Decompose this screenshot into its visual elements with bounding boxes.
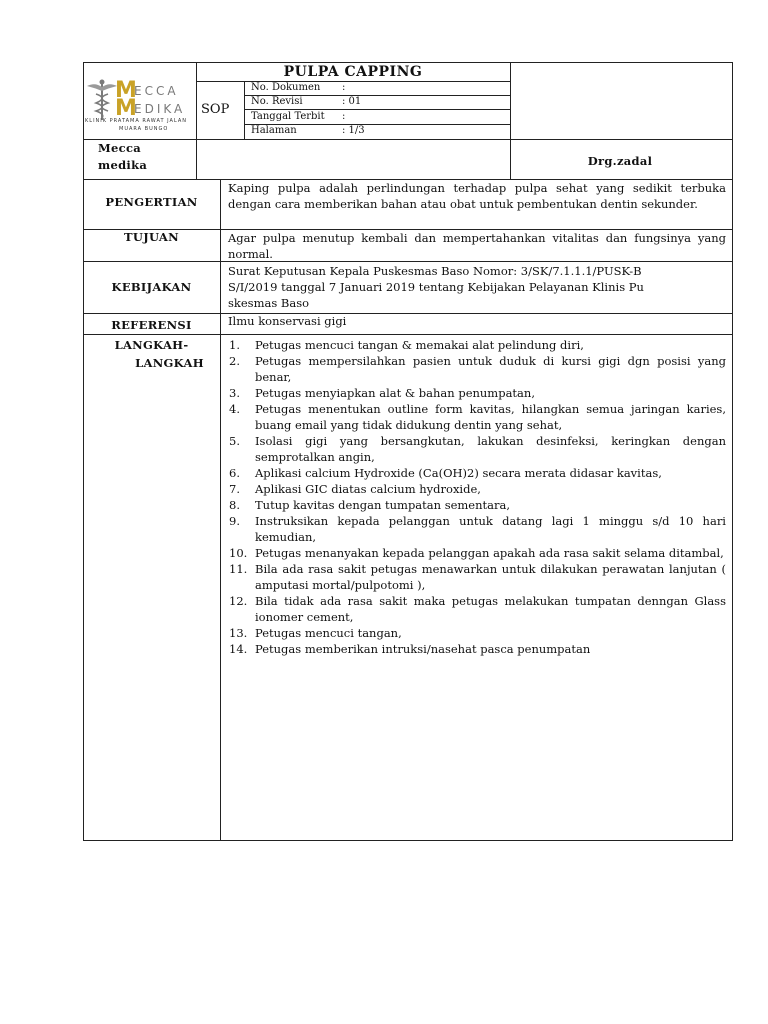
list-item	[229, 513, 726, 545]
step-text: Petugas menentukan outline form kavitas, hilangkan semua jaringan karies, buang email yang tidak didukung dentin yang sehat,	[255, 402, 726, 432]
step-text: Aplikasi calcium Hydroxide (Ca(OH)2) secara merata didasar kavitas,	[255, 466, 662, 480]
step-text: Bila ada rasa sakit petugas menawarkan untuk dilakukan perawatan lanjutan ( amputasi mortal/pulpotomi ),	[255, 562, 726, 592]
meta-label: No. Revisi	[251, 96, 303, 107]
list-item	[229, 481, 726, 497]
meta-label: Tanggal Terbit	[251, 111, 325, 122]
text-kebijakan-line: Surat Keputusan Kepala Puskesmas Baso Nomor: 3/SK/7.1.1.1/PUSK-B	[228, 264, 642, 278]
logo-word-edika: EDIKA	[134, 102, 186, 116]
clinic-logo	[85, 76, 197, 134]
step-number: 2.	[229, 354, 240, 368]
document-title: PULPA CAPPING	[283, 64, 423, 80]
steps-list	[229, 337, 726, 657]
logo-letter-m: M	[115, 96, 137, 121]
step-number: 10.	[229, 546, 248, 560]
step-number: 8.	[229, 498, 240, 512]
logo-letter-m: M	[115, 78, 137, 103]
step-number: 11.	[229, 562, 248, 576]
label-langkah: LANGKAH	[135, 356, 204, 370]
step-text: Petugas mempersilahkan pasien untuk duduk di kursi gigi dgn posisi yang benar,	[255, 354, 726, 384]
step-text: Petugas mencuci tangan & memakai alat pelindung diri,	[255, 338, 584, 352]
divider	[220, 179, 221, 841]
meta-value: : 01	[342, 96, 362, 107]
step-text: Isolasi gigi yang bersangkutan, lakukan desinfeksi, keringkan dengan semprotalkan angin,	[255, 434, 726, 464]
step-text: Instruksikan kepada pelanggan untuk datang lagi 1 minggu s/d 10 hari kemudian,	[255, 514, 726, 544]
text-kebijakan-line: skesmas Baso	[228, 296, 310, 310]
step-number: 4.	[229, 402, 240, 416]
step-number: 1.	[229, 338, 240, 352]
text-referensi: Ilmu konservasi gigi	[228, 314, 347, 328]
step-number: 9.	[229, 514, 240, 528]
label-kebijakan: KEBIJAKAN	[111, 280, 192, 294]
step-number: 3.	[229, 386, 240, 400]
divider	[83, 334, 733, 335]
steps-list-container	[229, 337, 726, 657]
signer-name: Drg.zadal	[587, 154, 653, 168]
meta-value: :	[342, 111, 346, 122]
logo-tagline: KLINIK PRATAMA RAWAT JALAN	[85, 118, 187, 124]
step-number: 5.	[229, 434, 240, 448]
divider	[244, 109, 510, 110]
list-item	[229, 465, 726, 481]
meta-label: Halaman	[251, 125, 297, 136]
meta-value: :	[342, 82, 346, 93]
divider	[244, 81, 245, 139]
label-pengertian: PENGERTIAN	[105, 195, 198, 209]
step-text: Petugas memberikan intruksi/nasehat pasca penumpatan	[255, 642, 591, 656]
step-number: 13.	[229, 626, 248, 640]
list-item	[229, 561, 726, 593]
step-text: Petugas menanyakan kepada pelanggan apakah ada rasa sakit selama ditambal,	[255, 546, 724, 560]
divider	[510, 62, 511, 179]
logo-word-ecca: ECCA	[134, 84, 179, 98]
list-item	[229, 593, 726, 625]
step-number: 12.	[229, 594, 248, 608]
step-text: Tutup kavitas dengan tumpatan sementara,	[255, 498, 511, 512]
meta-value: : 1/3	[342, 125, 365, 136]
list-item	[229, 337, 726, 353]
list-item	[229, 625, 726, 641]
label-tujuan: TUJUAN	[124, 230, 179, 244]
organization-name: Mecca medika	[98, 141, 148, 172]
list-item	[229, 545, 726, 561]
step-number: 14.	[229, 642, 248, 656]
list-item	[229, 401, 726, 433]
label-langkah: LANGKAH-	[114, 338, 189, 352]
text-tujuan: Agar pulpa menutup kembali dan mempertahankan vitalitas dan fungsinya yang normal.	[228, 231, 726, 261]
sop-label: SOP	[201, 102, 230, 117]
list-item	[229, 353, 726, 385]
list-item	[229, 641, 726, 657]
list-item	[229, 433, 726, 465]
meta-label: No. Dokumen	[251, 82, 321, 93]
step-text: Aplikasi GIC diatas calcium hydroxide,	[255, 482, 481, 496]
step-number: 7.	[229, 482, 240, 496]
step-text: Bila tidak ada rasa sakit maka petugas melakukan tumpatan denngan Glass ionomer cement,	[255, 594, 726, 624]
list-item	[229, 497, 726, 513]
step-text: Petugas menyiapkan alat & bahan penumpatan,	[255, 386, 535, 400]
text-kebijakan-line: S/I/2019 tanggal 7 Januari 2019 tentang Kebijakan Pelayanan Klinis Pu	[228, 280, 644, 294]
text-pengertian: Kaping pulpa adalah perlindungan terhadap pulpa sehat yang sedikit terbuka dengan cara memberikan bahan atau obat untuk pembentukan dentin sekunder.	[228, 181, 726, 211]
label-referensi: REFERENSI	[111, 318, 192, 332]
caduceus-icon	[85, 78, 119, 122]
step-text: Petugas mencuci tangan,	[255, 626, 402, 640]
step-number: 6.	[229, 466, 240, 480]
list-item	[229, 385, 726, 401]
divider	[83, 139, 733, 140]
logo-tagline: MUARA BUNGO	[119, 126, 169, 132]
